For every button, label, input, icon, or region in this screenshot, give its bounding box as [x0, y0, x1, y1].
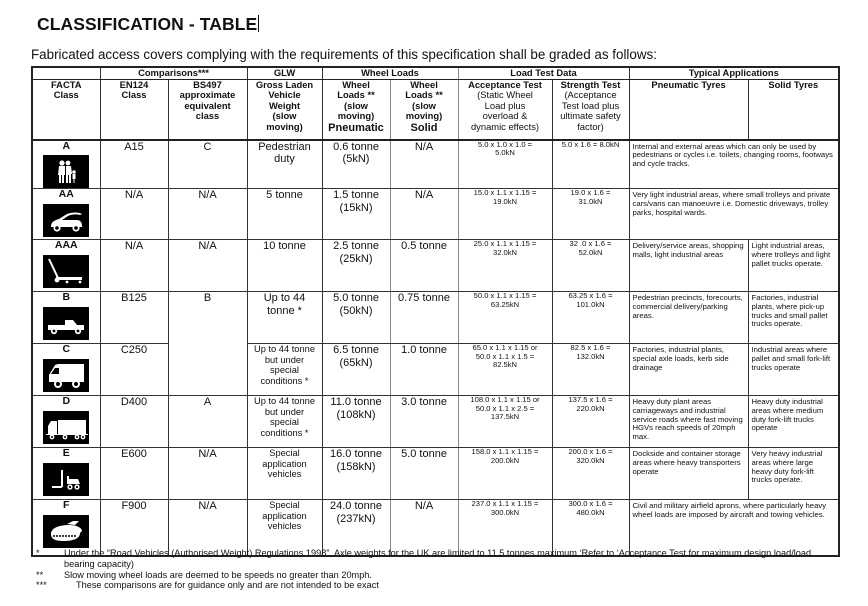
acceptance-test-cell [458, 448, 552, 500]
footnote [36, 570, 811, 581]
pneumatic-tyres-application-cell: Factories, industrial plants, special axle loads, kerb side drainage [629, 344, 748, 396]
acceptance-test-line: 82.5kN [492, 360, 518, 370]
facta-class-cell [32, 448, 100, 500]
wheel-load-line: (25kN) [339, 252, 373, 265]
forklift-icon [43, 463, 89, 496]
facta-class-cell [32, 140, 100, 189]
strength-test-cell [552, 292, 629, 344]
acceptance-test-line: 32.0kN [492, 247, 518, 257]
sub-header-line: Solid Tyres [768, 79, 819, 90]
strength-test-cell [552, 448, 629, 500]
group-header-comparisons: Comparisons*** [100, 67, 247, 79]
en124-class-cell: C250 [100, 344, 168, 396]
footnote-text: Slow moving wheel loads are deemed to be speeds no greater than 20mph. [64, 569, 372, 580]
sub-header-line: Pneumatic [328, 121, 384, 134]
glw-cell: Up to 44 tonne but under special conditions * [247, 344, 322, 396]
facta-class-label: C [62, 343, 71, 356]
wheel-load-line: 1.5 tonne [333, 189, 379, 202]
en124-class-cell: E600 [100, 448, 168, 500]
pneumatic-tyres-application-cell: Heavy duty plant areas carriageways and industrial service roads where fast moving HGVs reach speeds of 20mph max. [629, 396, 748, 448]
sub-header-line: (slow [344, 99, 368, 111]
glw-cell: Up to 44 tonne * [247, 292, 322, 344]
strength-test-line: 220.0kN [576, 403, 605, 413]
sub-header-line: Acceptance Test [468, 79, 542, 90]
sub-header-line: (slow [272, 110, 297, 122]
page-title-text: CLASSIFICATION - TABLE [37, 14, 258, 34]
facta-class-label: AAA [54, 239, 78, 252]
en124-class-cell: A15 [100, 140, 168, 189]
table-row [32, 240, 839, 292]
sub-header-line: BS497 [193, 79, 222, 90]
strength-test-line: 137.5 x 1.6 = [568, 395, 613, 405]
wheel-load-line: 24.0 tonne [330, 500, 382, 513]
footnote-mark: * [36, 548, 40, 558]
wheel-load-line: (65kN) [339, 356, 373, 369]
pneumatic-tyres-application-cell: Delivery/service areas, shopping malls, light industrial areas [629, 240, 748, 292]
wheel-load-solid-cell: N/A [390, 189, 458, 240]
page-title [37, 14, 259, 35]
sub-header-line: Weight [268, 99, 301, 111]
bs497-class-cell: A [168, 396, 247, 448]
sub-header-line: Gross Laden [255, 79, 314, 90]
acceptance-test-line: 5.0 x 1.0 x 1.0 = [477, 139, 533, 149]
facta-class-cell [32, 396, 100, 448]
footnotes [36, 548, 811, 591]
group-header-row [32, 67, 839, 79]
bs497-class-cell: C [168, 140, 247, 189]
sub-header-line: (slow [412, 99, 436, 111]
footnote-continuation: bearing capacity) [64, 558, 134, 569]
footnote-text: These comparisons are for guidance only and are not intended to be exact [76, 580, 379, 591]
wheel-load-line: (5kN) [342, 152, 370, 165]
sub-header-line: Test load plus [561, 99, 620, 111]
sub-header-strength-test [552, 79, 629, 140]
facta-class-label: F [63, 499, 70, 512]
en124-class-cell: B125 [100, 292, 168, 344]
lorry-icon [43, 411, 89, 444]
sub-header-line: factor) [577, 120, 604, 132]
solid-tyres-application-cell: Industrial areas where pallet and small fork-lift trucks operate [748, 344, 839, 396]
sub-header-line: Wheel [342, 79, 370, 90]
wheel-load-solid-cell: 0.75 tonne [390, 292, 458, 344]
glw-cell: Pedestrian duty [247, 140, 322, 189]
footnote [36, 580, 811, 591]
sub-header-line: Load plus [484, 99, 526, 111]
group-header-glw: GLW [247, 67, 322, 79]
en124-class-cell: N/A [100, 189, 168, 240]
acceptance-test-line: 50.0 x 1.1 x 1.5 = [475, 351, 535, 361]
group-header-load-test-data: Load Test Data [458, 67, 629, 79]
typical-application-cell: Internal and external areas which can only be used by pedestrians or cycles i.e. toilets, changing rooms, footways and cycle tracks. [629, 140, 839, 189]
acceptance-test-line: 15.0 x 1.1 x 1.15 = [473, 188, 537, 198]
facta-class-cell [32, 344, 100, 396]
table-row [32, 448, 839, 500]
wheel-load-solid-cell: N/A [390, 500, 458, 556]
bs497-class-cell: N/A [168, 500, 247, 556]
strength-test-line: 200.0 x 1.6 = [568, 447, 613, 457]
strength-test-line: 320.0kN [576, 455, 605, 465]
solid-tyres-application-cell: Very heavy industrial areas where large heavy duty fork-lift trucks operate. [748, 448, 839, 500]
wheel-load-line: 16.0 tonne [330, 448, 382, 461]
table-row [32, 344, 839, 396]
wheel-load-solid-cell: 0.5 tonne [390, 240, 458, 292]
sub-header-line: EN124 [119, 79, 149, 90]
strength-test-line: 480.0kN [576, 507, 605, 517]
bs497-class-cell: N/A [168, 189, 247, 240]
sub-header-line: Loads ** [337, 89, 375, 101]
wheel-load-pneumatic-cell [322, 448, 390, 500]
text-cursor [258, 15, 259, 32]
strength-test-line: 101.0kN [576, 299, 605, 309]
facta-class-label: B [62, 291, 71, 304]
wheel-load-pneumatic-cell [322, 140, 390, 189]
acceptance-test-line: 65.0 x 1.1 x 1.15 or [472, 343, 538, 353]
acceptance-test-line: 50.0 x 1.1 x 2.5 = [475, 403, 535, 413]
strength-test-line: 63.25 x 1.6 = [568, 291, 613, 301]
facta-class-label: AA [58, 188, 74, 201]
sub-header-glw [247, 79, 322, 140]
group-header-empty [32, 67, 100, 79]
sub-header-line: Wheel [410, 79, 438, 90]
facta-class-label: D [62, 395, 71, 408]
wheel-load-solid-cell: 3.0 tonne [390, 396, 458, 448]
van-icon [43, 359, 89, 392]
facta-class-label: A [62, 139, 71, 152]
sub-header-pneumatic-tyres [629, 79, 748, 140]
solid-tyres-application-cell: Factories, industrial plants, where pick-up trucks and small pallet trucks operate. [748, 292, 839, 344]
typical-application-cell: Civil and military airfield aprons, where particularly heavy wheel loads are imposed by aircraft and towing vehicles. [629, 500, 839, 556]
group-header-wheel-loads: Wheel Loads [322, 67, 458, 79]
wheel-load-line: 2.5 tonne [333, 240, 379, 253]
en124-class-cell: D400 [100, 396, 168, 448]
sub-header-acceptance-test [458, 79, 552, 140]
wheel-load-line: (50kN) [339, 304, 373, 317]
wheel-load-line: (237kN) [336, 512, 376, 525]
acceptance-test-cell [458, 140, 552, 189]
facta-class-cell [32, 189, 100, 240]
aircraft-icon [43, 515, 89, 548]
sub-header-line: Class [53, 89, 79, 101]
sub-header-line: moving) [405, 110, 443, 122]
glw-cell: 5 tonne [247, 189, 322, 240]
acceptance-test-line: 237.0 x 1.1 x 1.15 = [471, 499, 539, 509]
sub-header-bs497 [168, 79, 247, 140]
sub-header-line: (Static Wheel [477, 89, 533, 101]
wheel-load-pneumatic-cell [322, 396, 390, 448]
acceptance-test-cell [458, 189, 552, 240]
pallet-truck-icon [43, 255, 89, 288]
en124-class-cell: N/A [100, 240, 168, 292]
strength-test-line: 32 .0 x 1.6 = [569, 239, 612, 249]
strength-test-line: 82.5 x 1.6 = [570, 343, 611, 353]
pedestrian-icon [43, 155, 89, 188]
wheel-load-line: 6.5 tonne [333, 344, 379, 357]
solid-tyres-application-cell: Light industrial areas, where trolleys and light pallet trucks operate. [748, 240, 839, 292]
bs497-class-cell: B [168, 292, 247, 396]
wheel-load-line: (158kN) [336, 460, 376, 473]
footnote-mark: ** [36, 569, 44, 580]
bs497-class-cell: N/A [168, 240, 247, 292]
footnote-text: Under the “Road Vehicles (Authorised Weight) Regulations 1998”, Axle weights for the UK are limited to 11.5 tonnes maximum ‘Refer to ‘Acceptance Test for maximum design load/load [64, 548, 812, 558]
acceptance-test-line: 5.0kN [495, 148, 515, 158]
table-row [32, 396, 839, 448]
solid-tyres-application-cell: Heavy duty industrial areas where medium duty fork-lift trucks operate [748, 396, 839, 448]
sub-header-line: overload & [482, 110, 528, 122]
sub-header-row [32, 79, 839, 140]
sub-header-line: class [195, 110, 220, 122]
wheel-load-solid-cell: N/A [390, 140, 458, 189]
sub-header-solid-tyres [748, 79, 839, 140]
wheel-load-line: 11.0 tonne [330, 396, 382, 409]
acceptance-test-line: 137.5kN [490, 412, 520, 422]
strength-test-line: 52.0kN [578, 247, 603, 257]
sub-header-line: dynamic effects) [470, 120, 540, 132]
sub-header-line: ultimate safety [560, 110, 621, 122]
sub-header-wheel-loads-solid [390, 79, 458, 140]
sub-header-line: moving) [266, 120, 303, 132]
wheel-load-line: 5.0 tonne [333, 292, 379, 305]
sub-header-en124-class [100, 79, 168, 140]
acceptance-test-line: 300.0kN [490, 507, 520, 517]
wheel-load-line: (15kN) [339, 201, 373, 214]
glw-cell: Special application vehicles [247, 500, 322, 556]
sub-header-line: approximate [179, 89, 236, 101]
footnote [36, 548, 811, 559]
wheel-load-line: (108kN) [336, 408, 376, 421]
acceptance-test-cell [458, 240, 552, 292]
strength-test-cell [552, 396, 629, 448]
table-row [32, 189, 839, 240]
facta-class-cell [32, 292, 100, 344]
acceptance-test-cell [458, 396, 552, 448]
sub-header-line: equivalent [184, 99, 231, 111]
sub-header-line: (Acceptance [564, 89, 617, 101]
table-row [32, 292, 839, 344]
strength-test-cell [552, 189, 629, 240]
acceptance-test-line: 158.0 x 1.1 x 1.15 = [471, 447, 539, 457]
wheel-load-line: 0.6 tonne [333, 140, 379, 153]
strength-test-line: 300.0 x 1.6 = [568, 499, 613, 509]
sub-header-line: Vehicle [268, 89, 301, 101]
group-header-typical-applications: Typical Applications [629, 67, 839, 79]
intro-text: Fabricated access covers complying with the requirements of this specification shall be graded as follows: [31, 47, 657, 62]
table-row [32, 140, 839, 189]
pneumatic-tyres-application-cell: Pedestrian precincts, forecourts, commercial delivery/parking areas. [629, 292, 748, 344]
table-body [32, 140, 839, 556]
strength-test-line: 5.0 x 1.6 = 8.0kN [561, 139, 620, 149]
sub-header-line: Loads ** [405, 89, 443, 101]
bs497-class-cell: N/A [168, 448, 247, 500]
acceptance-test-cell [458, 292, 552, 344]
classification-table [31, 66, 840, 557]
sub-header-line: moving) [337, 110, 375, 122]
typical-application-cell: Very light industrial areas, where small trolleys and private cars/vans can manoeuvre i.e. Domestic driveways, trolley parks, hospital wards. [629, 189, 839, 240]
acceptance-test-line: 19.0kN [492, 196, 518, 206]
strength-test-line: 132.0kN [576, 351, 605, 361]
pickup-truck-icon [43, 307, 89, 340]
wheel-load-solid-cell: 5.0 tonne [390, 448, 458, 500]
strength-test-cell [552, 240, 629, 292]
glw-cell: Up to 44 tonne but under special conditions * [247, 396, 322, 448]
sub-header-line: Class [121, 89, 147, 101]
acceptance-test-line: 50.0 x 1.1 x 1.15 = [473, 291, 537, 301]
strength-test-line: 19.0 x 1.6 = [570, 188, 611, 198]
sub-header-line: Solid [410, 121, 438, 134]
wheel-load-pneumatic-cell [322, 292, 390, 344]
acceptance-test-line: 25.0 x 1.1 x 1.15 = [473, 239, 537, 249]
facta-class-cell [32, 240, 100, 292]
car-icon [43, 204, 89, 237]
acceptance-test-cell [458, 344, 552, 396]
wheel-load-pneumatic-cell [322, 240, 390, 292]
strength-test-cell [552, 140, 629, 189]
en124-class-cell: F900 [100, 500, 168, 556]
facta-class-label: E [62, 447, 70, 460]
sub-header-line: FACTA [50, 79, 82, 90]
wheel-load-solid-cell: 1.0 tonne [390, 344, 458, 396]
wheel-load-pneumatic-cell [322, 344, 390, 396]
acceptance-test-line: 63.25kN [490, 299, 520, 309]
sub-header-line: Pneumatic Tyres [651, 79, 726, 90]
footnote-mark: *** [36, 580, 47, 591]
wheel-load-pneumatic-cell [322, 189, 390, 240]
glw-cell: 10 tonne [247, 240, 322, 292]
sub-header-line: Strength Test [560, 79, 621, 90]
sub-header-wheel-loads-pneumatic [322, 79, 390, 140]
acceptance-test-line: 108.0 x 1.1 x 1.15 or [470, 395, 540, 405]
pneumatic-tyres-application-cell: Dockside and container storage areas where heavy transporters operate [629, 448, 748, 500]
acceptance-test-line: 200.0kN [490, 455, 520, 465]
strength-test-line: 31.0kN [578, 196, 603, 206]
glw-cell: Special application vehicles [247, 448, 322, 500]
strength-test-cell [552, 344, 629, 396]
sub-header-facta-class [32, 79, 100, 140]
